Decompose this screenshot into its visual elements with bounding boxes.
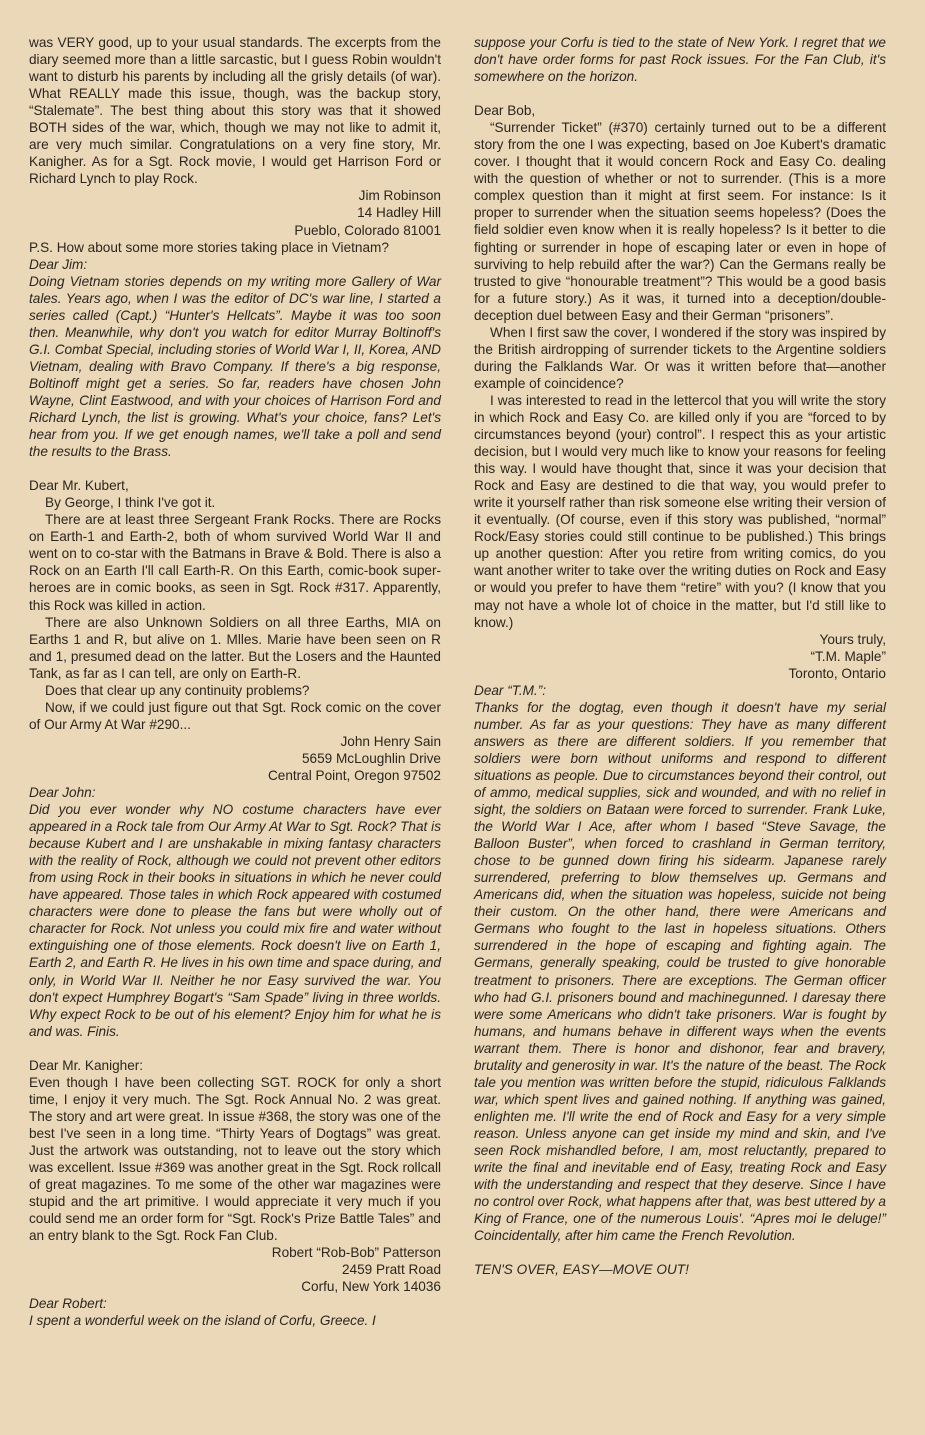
signature-name: Jim Robinson (358, 188, 441, 204)
reply2-salutation: Dear John: (29, 785, 96, 801)
signature-city: Central Point, Oregon 97502 (267, 767, 441, 783)
signature-street: 14 Hadley Hill (357, 205, 441, 221)
reply2-body: Did you ever wonder why NO costume characters have ever appeared in a Rock tale from Our Army At War to Sgt. Rock? That is because Kubert and I are unshakable in mixing fantasy characters with the reality of Rock, although we could not prevent other editors from using Rock in their books in situations in which he never could have appeared. Those tales in which Rock appeared with costumed characters were done to please the fans but were wholly out of character for Rock. Not unless you could mix fire and water without extinguishing one of those elements. Rock doesn't live on Earth 1, Earth 2, and Earth R. He lives in his own time and space during, and only, in World War II. Neither he nor Easy survived the war. You don't expect Humphrey Bogart's “Sam Spade” living in three worlds. Why expect Rock to be out of his element? Enjoy him for what he is and was. Finis. (29, 802, 441, 1039)
letter2-paragraph: There are also Unknown Soldiers on all three Earths, MIA on Earths 1 and R, but alive on 1. Mlles. Marie have been seen on R and 1, presumed dead on the latter. But the Losers and the Haunted Tank, as far as I can tell, are only on Earth-R. (29, 614, 441, 681)
reply3-start: I spent a wonderful week on the island of Corfu, Greece. I (29, 1313, 376, 1329)
letter4-paragraph: “Surrender Ticket” (#370) certainly turned out to be a different story from the one I was expecting, based on Joe Kubert's dramatic cover. I thought that it would concern Rock and Easy Co. dealing with the question of whether or not to surrender. (This is a more complex question than it might at first seem. For instance: Is it proper to surrender when the situation seems hopeless? (Does the field soldier even know when it is really hopeless? Is it better to die fighting or surrender in hope of escaping later or even in hope of surviving to help rebuild after the war?) Can the Germans really be trusted to give “honourable treatment”? This would be a good basis for a future story.) As it was, it turned into a deception/double-deception duel between Easy and their German “prisoners”. (474, 120, 886, 323)
reply1-salutation: Dear Jim: (29, 256, 88, 272)
letter2-paragraph: By George, I think I've got it. (45, 495, 216, 511)
signature-city: Corfu, New York 14036 (301, 1279, 441, 1295)
reply4-body: Thanks for the dogtag, even though it doesn't have my serial number. As far as your questions: They have as many different answers as there are different soldiers. If you remember that soldiers were born without uniforms and respond to different situations as people. Due to circumstances beyond their control, out of ammo, medical supplies, sick and wounded, and with no relief in sight, the soldiers on Bataan were forced to surrender. Frank Luke, the World War I Ace, after whom I based “Steve Savage, the Balloon Buster”, when forced to crashland in German territory, chose to be gunned down firing his sidearm. Japanese rarely surrendered, preferring to blow themselves up. Germans and Americans did, when the situation was hopeless, suicide not being their custom. On the other hand, there were Americans and Germans who fought to the last in hopeless situations. Others surrendered in the hope of escaping and fighting again. The Germans, generally speaking, could be trusted to give honorable treatment to prisoners. There are exceptions. The German officer who had G.I. prisoners bound and machinegunned. I daresay there were some Americans who didn't take prisoners. War is fought by humans, and humans behave in different ways when the events warrant them. There is honor and dishonor, fear and bravery, brutality and generosity in war. It's the nature of the beast. The Rock tale you mention was written before the stupid, ridiculous Falklands war, which spent lives and gained nothing. If anything was gained, enlighten me. I'll write the end of Rock and Easy for a very simple reason. Unless anyone can get inside my mind and skin, and I've seen Rock mishandled before, I am, most reluctantly, prepared to write the final and inevitable end of Easy, treating Rock and Easy with the understanding and respect that they deserve. Since I have no control over Rock, what happens after that, was best uttered by a King of France, one of the numerous Louis'. “Apres moi le deluge!” Coincidentally, after him came the French Revolution. (474, 699, 886, 1244)
spacer (474, 1244, 886, 1261)
signature-name: John Henry Sain (340, 733, 441, 749)
letter1-tail: was VERY good, up to your usual standards. The excerpts from the diary seemed more than a little sarcastic, but I guess Robin wouldn't want to disturb his parents by including all the grisly details (of war). What REALLY made this issue, though, was the backup story, “Stalemate”. The best thing about this story was that it showed BOTH sides of the war, which, though we may not like to admit it, are very much similar. Congratulations on a very fine story, Mr. Kanigher. As for a Sgt. Rock movie, I would get Harrison Ford or Richard Lynch to play Rock. (29, 35, 441, 187)
spacer (474, 85, 886, 102)
letter1-postscript: P.S. How about some more stories taking place in Vietnam? (29, 239, 389, 255)
spacer (29, 460, 441, 477)
reply3-end: suppose your Corfu is tied to the state of New York. I regret that we don't have order forms for past Rock issues. For the Fan Club, it's somewhere on the horizon. (474, 35, 886, 85)
letter4-paragraph: When I first saw the cover, I wondered if the story was inspired by the British airdropping of surrender tickets to the Argentine soldiers during the Falklands War. Or was it written before that—another example of coincidence? (474, 324, 886, 391)
letter2-signature (29, 733, 441, 784)
letter4-paragraph: I was interested to read in the lettercol that you will write the story in which Rock and Easy Co. are killed only if you are “forced to by circumstances beyond (your) control”. I respect this as your artistic decision, but I would very much like to know your reasons for feeling this way. I would have thought that, since it was your decision that Rock and Easy are destined to die that way, you would prefer to write it yourself rather than risk someone else writing their version of it eventually. (Of course, even if this story was published, “normal” Rock/Easy stories could still continue to be published.) This brings up another question: After you retire from writing comics, do you want another writer to take over the writing duties on Rock and Easy or would you prefer to have them “retire” with you? (I know that you may not have a whole lot of choice in the matter, but I'd still like to know.) (474, 392, 886, 630)
left-column (29, 34, 441, 1329)
letter2-salutation: Dear Mr. Kubert, (29, 478, 129, 494)
reply1-body: Doing Vietnam stories depends on my writing more Gallery of War tales. Years ago, when I was the editor of DC's war line, I started a series called (Capt.) “Hunter's Hellcats”. Maybe it was too soon then. Meanwhile, why don't you watch for editor Murray Boltinoff's G.I. Combat Special, including stories of World War I, II, Korea, AND Vietnam, dealing with Bravo Company. If there's a big response, Boltinoff might get a series. So far, readers have chosen John Wayne, Clint Eastwood, and with your choices of Harrison Ford and Richard Lynch, the list is growing. What's your choice, fans? Let's hear from you. If we get enough names, we'll take a poll and send the results to the Brass. (29, 273, 441, 460)
reply4-salutation: Dear “T.M.”: (474, 682, 547, 698)
letter3-signature (29, 1244, 441, 1295)
signature-city: Pueblo, Colorado 81001 (294, 222, 441, 238)
right-column (474, 34, 886, 1278)
sign-off: TEN'S OVER, EASY—MOVE OUT! (474, 1262, 689, 1278)
signature-name: “T.M. Maple” (810, 648, 886, 664)
signature-street: 5659 McLoughlin Drive (301, 750, 441, 766)
letter2-paragraph: Now, if we could just figure out that Sgt. Rock comic on the cover of Our Army At War #290... (29, 699, 441, 732)
signature-city: Toronto, Ontario (788, 665, 886, 681)
signature-closing: Yours truly, (819, 631, 886, 647)
letter4-signature (474, 631, 886, 682)
letter3-body: Even though I have been collecting SGT. ROCK for only a short time, I enjoy it very much. The Sgt. Rock Annual No. 2 was great. The story and art were great. In issue #368, the story was one of the best I've seen in a long time. “Thirty Years of Dogtags” was great. Just the artwork was outstanding, not to leave out the story which was excellent. Issue #369 was another great in the Sgt. Rock rollcall of great magazines. To me some of the other war magazines were stupid and the art primitive. I would appreciate it very much if you could send me an order form for “Sgt. Rock's Prize Battle Tales” and an entry blank to the Sgt. Rock Fan Club. (29, 1074, 441, 1244)
signature-name: Robert “Rob-Bob” Patterson (271, 1245, 441, 1261)
letter4-salutation: Dear Bob, (474, 103, 536, 119)
letter1-signature (29, 187, 441, 238)
letter2-paragraph: There are at least three Sergeant Frank Rocks. There are Rocks on Earth-1 and Earth-2, both of whom survived World War II and went on to co-star with the Batmans in Brave & Bold. There is also a Rock on an Earth I'll call Earth-R. On this Earth, comic-book super-heroes are in comic books, as seen in Sgt. Rock #317. Apparently, this Rock was killed in action. (29, 512, 441, 613)
signature-street: 2459 Pratt Road (342, 1262, 441, 1278)
spacer (29, 1040, 441, 1057)
letter2-paragraph: Does that clear up any continuity problems? (45, 682, 310, 698)
letter3-salutation: Dear Mr. Kanigher: (29, 1057, 144, 1073)
reply3-salutation: Dear Robert: (29, 1296, 107, 1312)
